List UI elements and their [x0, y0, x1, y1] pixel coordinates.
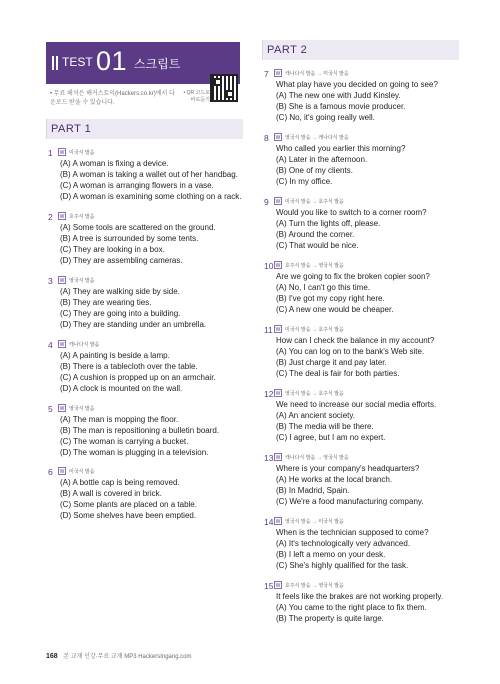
option-line: (D) A woman is examining some clothing on a rack. [60, 192, 242, 201]
test-label: TEST [62, 55, 93, 69]
option-line: (B) A wall is covered in brick. [60, 489, 162, 498]
option-line: (A) He works at the local branch. [276, 475, 393, 484]
accent-label: 미국식 발음 [69, 150, 95, 156]
qr-caption: • QR 코드로 바로듣기 [183, 90, 210, 103]
option-line: (B) I left a memo on your desk. [276, 550, 386, 559]
option-line: (C) The woman is carrying a bucket. [60, 437, 189, 446]
option-line: (C) She's highly qualified for the task. [276, 561, 409, 570]
audio-track-icon[interactable]: W [59, 342, 65, 348]
part1-header [46, 119, 243, 139]
accent-label: 캐나다식 발음 → 영국식 발음 [285, 455, 349, 461]
audio-track-icon[interactable]: W [59, 278, 65, 284]
accent-label: 호주식 발음 [69, 214, 95, 220]
audio-track-icon[interactable]: W [275, 135, 281, 141]
question-line: Would you like to switch to a corner room? [276, 208, 427, 217]
option-line: (C) In my office. [276, 177, 333, 186]
accent-label: 영국식 발음 [69, 278, 95, 284]
question-number: 1 [48, 148, 53, 158]
question-number: 2 [48, 212, 53, 222]
question-line: How can I check the balance in my account? [276, 336, 435, 345]
question-number: 8 [264, 133, 269, 143]
question-line: Are we going to fix the broken copier soon? [276, 272, 430, 281]
accent-label: 영국식 발음 → 미국식 발음 [285, 519, 344, 525]
audio-track-icon[interactable]: W [59, 150, 65, 156]
footer-text: 본 교재 인강·무료 교재 MP3 HackersIngang.com [63, 654, 192, 660]
audio-track-icon[interactable]: W [275, 391, 281, 397]
option-line: (C) That would be nice. [276, 241, 359, 250]
audio-track-icon[interactable]: W [275, 327, 281, 333]
audio-track-icon[interactable]: W [275, 583, 281, 589]
option-line: (B) The man is repositioning a bulletin board. [60, 426, 220, 435]
option-line: (B) One of my clients. [276, 166, 353, 175]
download-note: • 무료 해석은 해커스토익(Hackers.co.kr)에서 다운로드 받을 수 있습니다. [50, 91, 175, 106]
option-line: (A) You can log on to the bank's Web site. [276, 347, 425, 356]
accent-label: 영국식 발음 → 호주식 발음 [285, 391, 344, 397]
accent-label: 미국식 발음 → 호주식 발음 [285, 327, 344, 333]
option-line: (A) The new one with Judd Kinsley. [276, 91, 401, 100]
option-line: (A) The man is mopping the floor. [60, 415, 179, 424]
option-line: (A) A woman is fixing a device. [60, 159, 169, 168]
option-line: (A) No, I can't go this time. [276, 283, 371, 292]
option-line: (A) An ancient society. [276, 411, 355, 420]
option-line: (B) Just charge it and pay later. [276, 358, 387, 367]
accent-label: 영국식 발음 [69, 406, 95, 412]
option-line: (C) Some plants are placed on a table. [60, 500, 197, 509]
audio-track-icon[interactable]: W [275, 263, 281, 269]
accent-label: 영국식 발음 → 캐나다식 발음 [285, 135, 349, 141]
question-number: 15 [264, 581, 274, 591]
question-line: It feels like the brakes are not working properly. [276, 592, 444, 601]
accent-label: 캐나다식 발음 [69, 342, 100, 348]
audio-track-icon[interactable]: W [275, 199, 281, 205]
option-line: (A) Later in the afternoon. [276, 155, 368, 164]
option-line: (A) Some tools are scattered on the ground. [60, 223, 216, 232]
option-line: (C) They are looking in a box. [60, 245, 165, 254]
option-line: (B) The property is quite large. [276, 614, 384, 623]
audio-track-icon[interactable]: W [59, 406, 65, 412]
option-line: (C) I agree, but I am no expert. [276, 433, 386, 442]
script-label: 스크립트 [134, 57, 181, 71]
question-line: Where is your company's headquarters? [276, 464, 420, 473]
option-line: (C) A new one would be cheaper. [276, 305, 394, 314]
option-line: (B) A woman is taking a wallet out of her handbag. [60, 170, 238, 179]
accent-label: 호주식 발음 → 영국식 발음 [285, 583, 344, 589]
test-number: 01 [96, 46, 128, 76]
option-line: (A) You came to the right place to fix them. [276, 603, 427, 612]
page-number: 168 [46, 653, 58, 660]
option-line: (A) A painting is beside a lamp. [60, 351, 170, 360]
option-line: (A) It's technologically very advanced. [276, 539, 411, 548]
qr-code-icon[interactable] [210, 74, 238, 102]
option-line: (B) I've got my copy right here. [276, 294, 385, 303]
question-line: What play have you decided on going to see? [276, 80, 438, 89]
audio-track-icon[interactable]: W [59, 214, 65, 220]
option-line: (C) They are going into a building. [60, 309, 181, 318]
accent-label: 캐나다식 발음 → 미국식 발음 [285, 71, 349, 77]
bars-icon [52, 56, 58, 70]
question-number: 11 [264, 325, 273, 335]
audio-track-icon[interactable]: W [275, 519, 281, 525]
option-line: (D) They are assembling cameras. [60, 256, 183, 265]
question-number: 4 [48, 340, 53, 350]
question-number: 14 [264, 517, 274, 527]
option-line: (C) The deal is fair for both parties. [276, 369, 400, 378]
option-line: (C) A woman is arranging flowers in a vase. [60, 181, 214, 190]
option-line: (D) They are standing under an umbrella. [60, 320, 207, 329]
question-number: 9 [264, 197, 269, 207]
question-number: 6 [48, 467, 53, 477]
question-number: 7 [264, 69, 269, 79]
option-line: (B) There is a tablecloth over the table. [60, 362, 198, 371]
part2-title: PART 2 [267, 44, 308, 56]
question-number: 12 [264, 389, 274, 399]
option-line: (B) A tree is surrounded by some tents. [60, 234, 199, 243]
option-line: (A) A bottle cap is being removed. [60, 478, 180, 487]
question-number: 5 [48, 404, 53, 414]
question-line: We need to increase our social media efforts. [276, 400, 437, 409]
option-line: (D) The woman is plugging in a television. [60, 448, 209, 457]
audio-track-icon[interactable]: W [275, 71, 281, 77]
question-line: When is the technician supposed to come? [276, 528, 429, 537]
part2-header [262, 40, 459, 60]
accent-label: 호주식 발음 → 영국식 발음 [285, 263, 344, 269]
option-line: (D) Some shelves have been emptied. [60, 511, 197, 520]
part1-title: PART 1 [51, 123, 92, 135]
option-line: (A) They are walking side by side. [60, 287, 180, 296]
option-line: (B) In Madrid, Spain. [276, 486, 350, 495]
question-number: 3 [48, 276, 53, 286]
page-footer [46, 651, 192, 660]
audio-track-icon[interactable]: W [59, 469, 65, 475]
accent-label: 미국식 발음 → 호주식 발음 [285, 199, 344, 205]
accent-label: 미국식 발음 [69, 469, 95, 475]
option-line: (B) She is a famous movie producer. [276, 102, 406, 111]
audio-track-icon[interactable]: W [275, 455, 281, 461]
option-line: (D) A clock is mounted on the wall. [60, 384, 183, 393]
option-line: (C) No, it's going really well. [276, 113, 375, 122]
option-line: (C) A cushion is propped up on an armchair. [60, 373, 216, 382]
option-line: (B) The media will be there. [276, 422, 374, 431]
question-number: 13 [264, 453, 274, 463]
option-line: (A) Turn the lights off, please. [276, 219, 381, 228]
question-line: Who called you earlier this morning? [276, 144, 406, 153]
question-number: 10 [264, 261, 274, 271]
option-line: (C) We're a food manufacturing company. [276, 497, 424, 506]
option-line: (B) They are wearing ties. [60, 298, 152, 307]
option-line: (B) Around the corner. [276, 230, 355, 239]
